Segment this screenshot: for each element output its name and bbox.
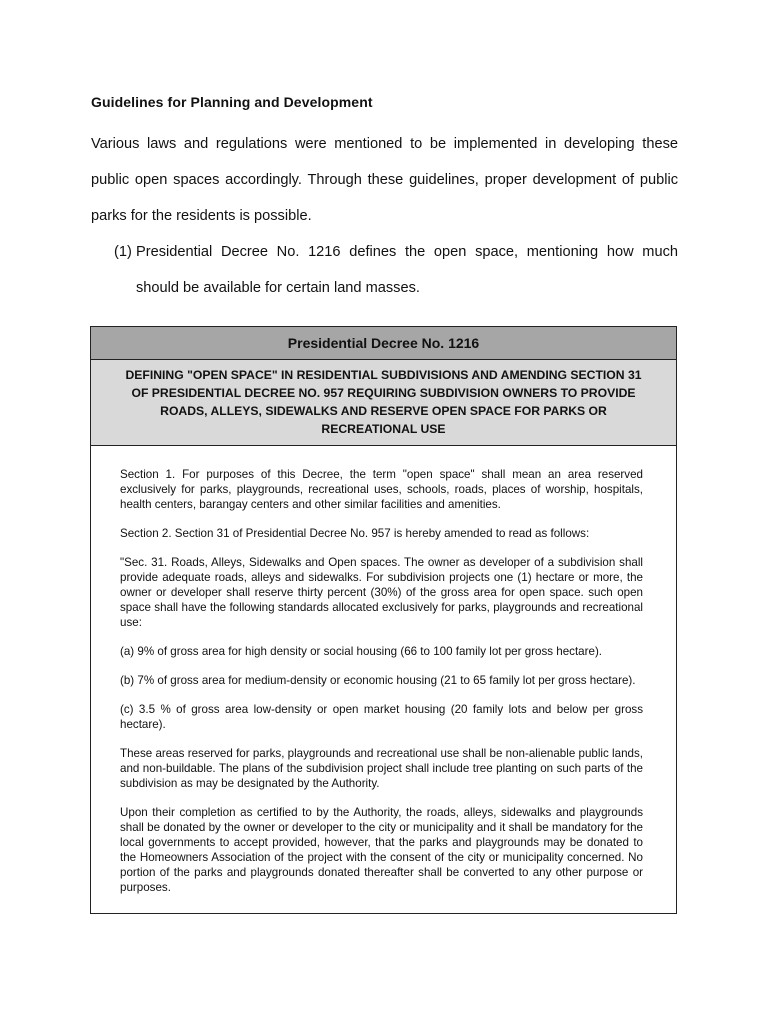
decree-paragraph-section-2: Section 2. Section 31 of Presidential Decree No. 957 is hereby amended to read as follows: [120,527,590,540]
decree-paragraph-item-c: (c) 3.5 % of gross area low-density or open market housing (20 family lots and below per gross hectare). [120,703,643,731]
decree-paragraph-item-b: (b) 7% of gross area for medium-density or economic housing (21 to 65 family lot per gross hectare). [120,674,636,687]
decree-paragraph-item-a: (a) 9% of gross area for high density or social housing (66 to 100 family lot per gross hectare). [120,645,603,658]
list-item [114,234,678,306]
decree-paragraph-section-1: Section 1. For purposes of this Decree, the term "open space" shall mean an area reserved exclusively for parks, playgrounds, recreational uses, schools, roads, places of worship, hospitals, health centers, barangay centers and other similar facilities and amenities. [120,468,643,511]
decree-paragraph-reserved-areas: These areas reserved for parks, playgrounds and recreational use shall be non-alienable public lands, and non-buildable. The plans of the subdivision project shall include tree planting on such parts of the subdivision as may be designated by the Authority. [120,747,643,790]
decree-paragraph-sec-31: "Sec. 31. Roads, Alleys, Sidewalks and Open spaces. The owner as developer of a subdivision shall provide adequate roads, alleys and sidewalks. For subdivision projects one (1) hectare or more, the owner or developer shall reserve thirty percent (30%) of the gross area for open space. such open space shall have the following standards allocated exclusively for parks, playgrounds and recreational use: [120,556,643,629]
decree-paragraph-completion: Upon their completion as certified to by the Authority, the roads, alleys, sidewalks and playgrounds shall be donated by the owner or developer to the city or municipality and it shall be mandatory for the local governments to accept provided, however, that the parks and playgrounds may be donated to the Homeowners Association of the project with the consent of the city or municipality concerned. No portion of the parks and playgrounds donated thereafter shall be converted to any other purpose or purposes. [120,806,643,894]
intro-paragraph: Various laws and regulations were mentioned to be implemented in developing these public open spaces accordingly. Through these guidelines, proper development of public parks for the residents is possible. [91,136,678,224]
section-heading: Guidelines for Planning and Development [91,94,373,110]
decree-subtitle: DEFINING "OPEN SPACE" IN RESIDENTIAL SUBDIVISIONS AND AMENDING SECTION 31 OF PRESIDENTIAL DECREE NO. 957 REQUIRING SUBDIVISION OWNERS TO PROVIDE ROADS, ALLEYS, SIDEWALKS AND RESERVE OPEN SPACE FOR PARKS OR RECREATIONAL USE [91,360,676,446]
list-item-number: (1) [114,244,132,260]
list-item-text: Presidential Decree No. 1216 defines the open space, mentioning how much should be available for certain land masses. [136,244,678,296]
decree-title: Presidential Decree No. 1216 [91,327,676,360]
decree-body [91,446,676,895]
decree-box [90,326,677,914]
